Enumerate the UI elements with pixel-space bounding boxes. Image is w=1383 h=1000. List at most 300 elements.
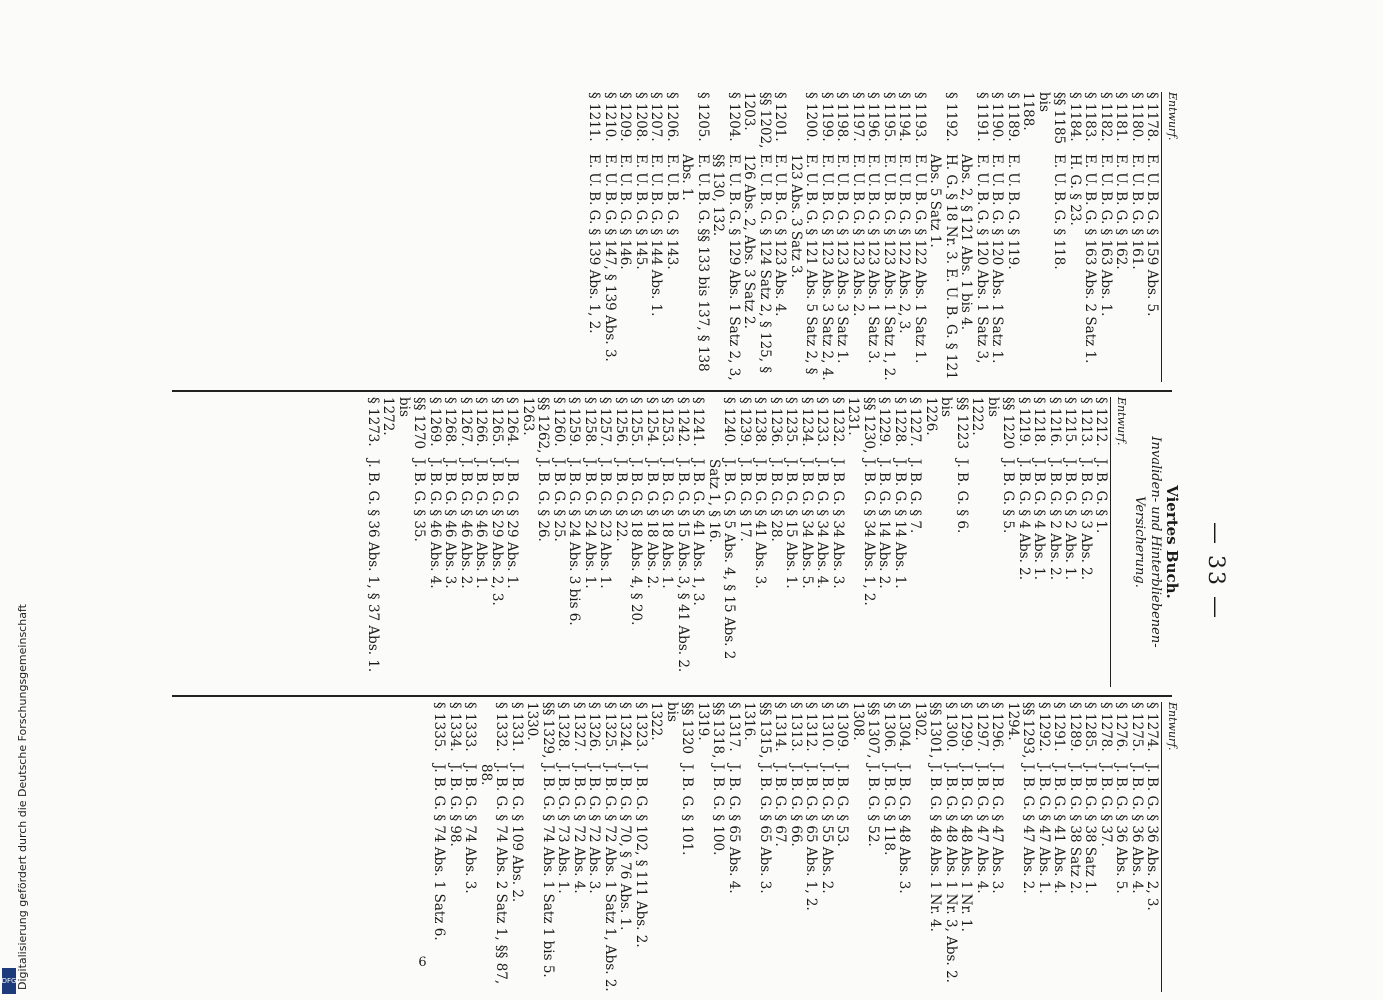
source-reference: J. B. G. § 48 Abs. 1 Nr. 1. <box>958 764 975 932</box>
draft-paragraph: § 1206. <box>664 92 680 142</box>
source-reference: E. U. B. G. § 143. <box>664 154 680 270</box>
draft-paragraph: § 1300. <box>943 702 959 752</box>
concordance-row <box>726 702 742 992</box>
draft-paragraph: § 1285. <box>1082 702 1099 752</box>
page-number: — 33 — <box>1203 522 1228 620</box>
source-reference: E. U. B. G. § 122 Abs. 1 Satz 1. <box>912 154 928 364</box>
concordance-row <box>819 92 835 382</box>
source-reference: E. U. B. G. § 139 Abs. 1, 2. <box>586 154 603 334</box>
concordance-row <box>741 702 772 992</box>
concordance-row <box>865 92 881 382</box>
draft-paragraph: § 1266. <box>473 397 490 447</box>
source-reference: J. B. G. § 72 Abs. 4. <box>571 764 587 894</box>
draft-paragraph: § 1190. <box>989 92 1006 142</box>
source-reference: J. B. G. § 28. <box>768 459 784 542</box>
draft-paragraph: §§ 1202, 1203. <box>741 92 773 149</box>
column-head: Entwurf. <box>1162 92 1181 382</box>
source-reference: J. B. G. § 74 Abs. 1 Satz 1 bis 5. <box>540 764 556 978</box>
source-reference: J. B. G. § 22. <box>613 459 629 542</box>
draft-paragraph: § 1267. <box>458 397 474 447</box>
draft-paragraph: § 1289. <box>1067 702 1083 752</box>
concordance-row <box>648 92 664 382</box>
draft-paragraph: § 1218. <box>1031 397 1048 447</box>
concordance-row <box>850 92 866 382</box>
source-reference: J. B. G. § 101. <box>679 764 696 856</box>
draft-paragraph: § 1238. <box>752 397 769 447</box>
source-reference: J. B. G. § 34 Abs. 5. <box>799 459 815 589</box>
source-reference: E. U. B. G. § 163 Abs. 1. <box>1098 154 1114 317</box>
column-right <box>170 702 1180 992</box>
concordance-row <box>989 92 1005 382</box>
draft-paragraph: § 1242. <box>675 397 691 447</box>
source-reference: J. B. G. § 7. <box>907 459 924 534</box>
draft-paragraph: §§ 1223 bis 1226. <box>923 397 970 450</box>
draft-paragraph: § 1325. <box>602 702 618 752</box>
draft-paragraph: § 1178. <box>1144 92 1161 142</box>
source-reference: J. B. G. § 34 Abs. 4. <box>814 459 831 589</box>
draft-paragraph: § 1297. <box>974 702 990 752</box>
concordance-row <box>737 397 753 687</box>
concordance-row <box>695 702 726 992</box>
source-reference: J. B. G. § 2 Abs. 1. <box>1062 459 1079 581</box>
concordance-row <box>850 702 881 992</box>
source-reference: E. U. B. G. §§ 133 bis 137, § 138 Abs. 1. <box>679 154 711 372</box>
concordance-row <box>907 397 923 687</box>
draft-paragraph: § 1335. <box>431 702 448 752</box>
draft-paragraph: § 1208. <box>633 92 649 142</box>
source-reference: J. B. G. § 65 Abs. 1, 2. <box>803 764 820 911</box>
draft-paragraph: § 1269. <box>427 397 443 447</box>
source-reference: J. B. G. § 73 Abs. 1. <box>555 764 572 894</box>
concordance-row <box>1005 702 1036 992</box>
dfg-logo: DFG <box>2 968 16 994</box>
draft-paragraph: § 1257. <box>597 397 614 447</box>
source-reference: J. B. G. § 109 Abs. 2. <box>509 764 525 903</box>
concordance-row <box>896 702 912 992</box>
draft-paragraph: § 1306. <box>881 702 897 752</box>
source-reference: J. B. G. § 65 Abs. 3. <box>757 764 773 894</box>
concordance-row <box>788 702 804 992</box>
source-reference: J. B. G. § 47 Abs. 4. <box>974 764 990 894</box>
source-reference: J. B. G. § 36 Abs. 2, 3. <box>1144 764 1161 911</box>
source-reference: J. B. G. § 46 Abs. 3. <box>442 459 459 589</box>
concordance-row <box>783 397 799 687</box>
concordance-row <box>989 702 1005 992</box>
draft-paragraph: §§ 1185 bis 1188. <box>1020 92 1068 145</box>
source-reference: J. B. G. § 15 Abs. 3, § 41 Abs. 2. <box>675 459 691 673</box>
concordance-row <box>768 397 784 687</box>
column-divider <box>172 390 1172 392</box>
concordance-row <box>881 92 897 382</box>
draft-paragraph: § 1182. <box>1098 92 1114 142</box>
column-head: Entwurf. <box>1111 397 1130 687</box>
concordance-row <box>834 702 850 992</box>
source-reference: H. G. § 23. <box>1067 154 1083 226</box>
draft-paragraph: § 1192. <box>943 92 959 142</box>
concordance-row <box>752 397 768 687</box>
source-reference: E. U. B. G. § 123 Abs. 1 Satz 1, 2. <box>881 154 897 381</box>
concordance-row <box>1113 702 1129 992</box>
concordance-row <box>830 397 846 687</box>
source-reference: J. B. G. § 2 Abs. 2. <box>1047 459 1063 581</box>
draft-paragraph: § 1268. <box>442 397 459 447</box>
source-reference: E. U. B. G. § 120 Abs. 1 Satz 3, Abs. 2, § 121 Abs. 1 bis 4. <box>958 154 990 364</box>
draft-paragraph: § 1205. <box>695 92 711 142</box>
concordance-row <box>597 397 613 687</box>
concordance-row <box>648 702 695 992</box>
concordance-row <box>473 397 489 687</box>
concordance-row <box>741 92 772 382</box>
draft-paragraph: § 1258. <box>582 397 598 447</box>
source-reference: J. B. G. § 34 Abs. 3. <box>830 459 846 589</box>
concordance-row <box>602 92 618 382</box>
draft-paragraph: §§ 1301, 1302. <box>912 702 944 759</box>
draft-paragraph: § 1310. <box>819 702 835 752</box>
concordance-row <box>1129 702 1145 992</box>
digitization-note: Digitalisierung gefördert durch die Deutsche Forschungsgemeinschaft <box>16 604 29 990</box>
concordance-row <box>447 702 463 992</box>
draft-paragraph: § 1207. <box>648 92 665 142</box>
draft-paragraph: § 1317. <box>726 702 742 752</box>
source-reference: J. B. G. § 3 Abs. 2. <box>1078 459 1094 581</box>
source-reference: E. U. B. G. § 129 Abs. 1 Satz 2, 3, §§ 130, 132. <box>710 154 742 381</box>
concordance-row <box>664 92 680 382</box>
source-reference: H. G. § 18 Nr. 3. E. U. B. G. § 121 Abs. 5 Satz 1. <box>927 154 959 380</box>
draft-paragraph: § 1324. <box>617 702 634 752</box>
draft-paragraph: § 1195. <box>881 92 897 142</box>
concordance-row <box>814 397 830 687</box>
concordance-row <box>1031 397 1047 687</box>
source-reference: J. B. G. § 36 Abs. 4. <box>1129 764 1145 894</box>
source-reference: J. B. G. § 47 Abs. 2. <box>1020 764 1037 894</box>
draft-paragraph: § 1313. <box>788 702 804 752</box>
source-reference: J. B. G. § 46 Abs. 4. <box>427 459 443 589</box>
source-reference: J. B. G. § 18 Abs. 1. <box>659 459 676 589</box>
draft-paragraph: § 1200. <box>803 92 820 142</box>
concordance-row <box>633 92 649 382</box>
draft-paragraph: § 1213. <box>1078 397 1094 447</box>
draft-paragraph: §§ 1318, 1319. <box>695 702 727 759</box>
section-title: Invaliden- und Hinterbliebenen-Versicherung. <box>1132 436 1163 648</box>
draft-paragraph: §§ 1262, 1263. <box>520 397 552 454</box>
source-reference: J. B. G. § 74 Abs. 3. <box>462 764 479 894</box>
draft-paragraph: § 1229. <box>876 397 893 447</box>
concordance-row <box>489 397 505 687</box>
draft-paragraph: § 1210. <box>602 92 618 142</box>
draft-paragraph: § 1180. <box>1129 92 1145 142</box>
source-reference: J. B. G. § 48 Abs. 1 Nr. 4. <box>927 764 944 932</box>
concordance-row <box>675 397 691 687</box>
draft-paragraph: § 1196. <box>865 92 882 142</box>
source-reference: E. U. B. G. § 147, § 139 Abs. 3. <box>602 154 618 362</box>
concordance-row <box>943 702 959 992</box>
draft-paragraph: § 1236. <box>768 397 784 447</box>
concordance-row <box>772 92 788 382</box>
draft-paragraph: § 1312. <box>803 702 820 752</box>
draft-paragraph: §§ 1270 bis 1272. <box>380 397 428 450</box>
draft-paragraph: § 1232. <box>830 397 846 447</box>
source-reference: J. B. G. § 48 Abs. 3. <box>896 764 913 894</box>
draft-paragraph: § 1253. <box>659 397 676 447</box>
concordance-row <box>923 397 970 687</box>
concordance-row <box>1082 92 1098 382</box>
draft-paragraph: §§ 1293, 1294. <box>1005 702 1037 759</box>
source-reference: J. B. G. § 66. <box>788 764 804 847</box>
draft-paragraph: § 1183. <box>1082 92 1099 142</box>
concordance-row <box>1016 397 1032 687</box>
draft-paragraph: §§ 1320 bis 1322. <box>648 702 696 755</box>
draft-paragraph: § 1304. <box>896 702 913 752</box>
source-reference: J. B. G. § 6. <box>954 459 970 534</box>
draft-paragraph: § 1331. <box>509 702 525 752</box>
source-reference: J. B. G. § 18 Abs. 2. <box>644 459 660 589</box>
concordance-row <box>834 92 850 382</box>
concordance-row <box>478 702 509 992</box>
concordance-row <box>912 702 943 992</box>
concordance-row <box>458 397 474 687</box>
source-reference: J. B. G. § 74 Abs. 2 Satz 1, §§ 87, 88. <box>478 764 510 985</box>
source-reference: E. U. B. G. § 144 Abs. 1. <box>648 154 665 317</box>
concordance-row <box>799 397 815 687</box>
concordance-row <box>462 702 478 992</box>
draft-paragraph: § 1332. <box>493 702 510 752</box>
draft-paragraph: § 1181. <box>1113 92 1130 142</box>
source-reference: J. B. G. § 41 Abs. 3. <box>752 459 769 589</box>
source-reference: J. B. G. § 25. <box>551 459 567 542</box>
concordance-row <box>881 702 897 992</box>
draft-paragraph: § 1309. <box>834 702 851 752</box>
concordance-row <box>427 397 443 687</box>
source-reference: J. B. G. § 23 Abs. 1. <box>597 459 614 589</box>
source-reference: J. B. G. § 72 Abs. 3. <box>586 764 603 894</box>
draft-paragraph: § 1240. <box>721 397 738 447</box>
draft-paragraph: § 1212. <box>1093 397 1110 447</box>
draft-paragraph: § 1260. <box>551 397 567 447</box>
concordance-row <box>571 702 587 992</box>
concordance-row <box>602 702 618 992</box>
draft-paragraph: § 1189. <box>1005 92 1021 142</box>
source-reference: E. U. B. G. § 124 Satz 2, § 125, § 126 Abs. 2, Abs. 3 Satz 2. <box>741 154 773 374</box>
source-reference: E. U. B. G. § 162. <box>1113 154 1130 270</box>
source-reference: J. B. G. § 41 Abs. 4. <box>1051 764 1068 894</box>
draft-paragraph: § 1199. <box>819 92 835 142</box>
source-reference: J. B. G. § 36 Abs. 5. <box>1113 764 1130 894</box>
draft-paragraph: § 1191. <box>974 92 990 142</box>
concordance-row <box>1005 92 1021 382</box>
draft-paragraph: § 1216. <box>1047 397 1063 447</box>
source-reference: J. B. G. § 29 Abs. 1. <box>504 459 521 589</box>
concordance-row <box>1020 92 1067 382</box>
concordance-row <box>582 397 598 687</box>
source-reference: J. B. G. § 98. <box>447 764 463 847</box>
concordance-row <box>1082 702 1098 992</box>
draft-paragraph: § 1256. <box>613 397 629 447</box>
concordance-row <box>1098 702 1114 992</box>
source-reference: E. U. B. G. § 145. <box>633 154 649 270</box>
draft-paragraph: § 1265. <box>489 397 505 447</box>
draft-paragraph: § 1291. <box>1051 702 1068 752</box>
draft-paragraph: § 1255. <box>628 397 645 447</box>
draft-paragraph: § 1194. <box>896 92 913 142</box>
draft-paragraph: § 1323. <box>633 702 649 752</box>
source-reference: E. U. B. G. § 121 Abs. 5 Satz 2, § 123 Abs. 3 Satz 3. <box>788 154 820 375</box>
concordance-row <box>659 397 675 687</box>
source-reference: J. B. G. § 102, § 111 Abs. 2. <box>633 764 649 948</box>
concordance-row <box>555 702 571 992</box>
concordance-row <box>1078 397 1094 687</box>
source-reference: J. B. G. § 29 Abs. 2, 3. <box>489 459 505 606</box>
concordance-row <box>365 397 381 687</box>
concordance-row <box>1144 92 1160 382</box>
source-reference: J. B. G. § 46 Abs. 2. <box>458 459 474 589</box>
source-reference: E. U. B. G. § 118. <box>1051 154 1068 270</box>
draft-paragraph: § 1276. <box>1113 702 1130 752</box>
draft-paragraph: § 1235. <box>783 397 800 447</box>
draft-paragraph: § 1219. <box>1016 397 1032 447</box>
source-reference: E. U. B. G. § 146. <box>617 154 634 270</box>
concordance-row <box>706 397 737 687</box>
concordance-row <box>927 92 958 382</box>
source-reference: J. B. G. § 47 Abs. 1. <box>1036 764 1052 894</box>
draft-paragraph: § 1215. <box>1062 397 1079 447</box>
concordance-row <box>586 92 602 382</box>
source-reference: E. U. B. G. § 123 Abs. 4. <box>772 154 789 317</box>
source-reference: J. B. G. § 55 Abs. 2. <box>819 764 835 894</box>
signature-mark: 9 <box>418 952 427 968</box>
concordance-row <box>442 397 458 687</box>
concordance-row <box>524 702 555 992</box>
draft-paragraph: § 1328. <box>555 702 572 752</box>
source-reference: J. B. G. § 18 Abs. 4, § 20. <box>628 459 645 626</box>
source-reference: J. B. G. § 36 Abs. 1, § 37 Abs. 1. <box>365 459 381 673</box>
draft-paragraph: §§ 1329, 1330. <box>524 702 556 759</box>
source-reference: J. B. G. § 4 Abs. 1. <box>1031 459 1048 581</box>
draft-paragraph: § 1201. <box>772 92 789 142</box>
draft-paragraph: § 1273. <box>365 397 381 447</box>
column-middle <box>170 397 1180 687</box>
draft-paragraph: § 1259. <box>566 397 583 447</box>
concordance-row <box>1129 92 1145 382</box>
concordance-row <box>613 397 629 687</box>
source-reference: J. B. G. § 41 Abs. 1, 3. <box>690 459 707 606</box>
draft-paragraph: § 1275. <box>1129 702 1145 752</box>
draft-paragraph: § 1234. <box>799 397 815 447</box>
concordance-row <box>1036 702 1052 992</box>
concordance-row <box>644 397 660 687</box>
source-reference: J. B. G. § 47 Abs. 3. <box>989 764 1006 894</box>
source-reference: E. U. B. G. § 161. <box>1129 154 1145 270</box>
concordance-row <box>504 397 520 687</box>
draft-paragraph: § 1184. <box>1067 92 1083 142</box>
draft-paragraph: § 1227. <box>907 397 924 447</box>
book-title: Viertes Buch. <box>1163 485 1181 599</box>
concordance-row <box>628 397 644 687</box>
concordance-row <box>551 397 567 687</box>
source-reference: J. B. G. § 35. <box>411 459 428 542</box>
source-reference: E. U. B. G. § 163 Abs. 2 Satz 1. <box>1082 154 1099 364</box>
concordance-row <box>586 702 602 992</box>
concordance-row <box>633 702 649 992</box>
source-reference: J. B. G. § 74 Abs. 1 Satz 6. <box>431 764 448 941</box>
source-reference: J. B. G. § 118. <box>881 764 897 856</box>
draft-paragraph: § 1233. <box>814 397 831 447</box>
concordance-row <box>1047 397 1063 687</box>
draft-paragraph: § 1193. <box>912 92 928 142</box>
concordance-row <box>431 702 447 992</box>
column-left <box>170 92 1180 382</box>
draft-paragraph: § 1314. <box>772 702 789 752</box>
source-reference: J. B. G. § 24 Abs. 3 bis 6. <box>566 459 583 626</box>
concordance-row <box>1144 702 1160 992</box>
concordance-row <box>1062 397 1078 687</box>
draft-paragraph: § 1292. <box>1036 702 1052 752</box>
source-reference: E. U. B. G. § 122 Abs. 2, 3. <box>896 154 913 334</box>
concordance-row <box>710 92 741 382</box>
concordance-row <box>819 702 835 992</box>
source-reference: J. B. G. § 70, § 76 Abs. 1. <box>617 764 634 931</box>
source-reference: J. B. G. § 15 Abs. 1. <box>783 459 800 589</box>
source-reference: E. U. B. G. § 123 Abs. 2. <box>850 154 866 317</box>
source-reference: J. B. G. § 14 Abs. 1. <box>892 459 908 589</box>
source-reference: J. B. G. § 4 Abs. 2. <box>1016 459 1032 581</box>
draft-paragraph: §§ 1315, 1316. <box>741 702 773 759</box>
concordance-row <box>566 397 582 687</box>
concordance-row <box>380 397 427 687</box>
concordance-row <box>679 92 710 382</box>
source-reference: J. B. G. § 67. <box>772 764 789 847</box>
source-reference: J. B. G. § 5. <box>1000 459 1017 534</box>
concordance-row <box>958 92 989 382</box>
source-reference: J. B. G. § 52. <box>865 764 882 847</box>
column-divider <box>172 695 1172 697</box>
concordance-row <box>1067 702 1083 992</box>
source-reference: E. U. B. G. § 123 Abs. 3 Satz 1. <box>834 154 851 364</box>
source-reference: J. B. G. § 14 Abs. 2. <box>876 459 893 589</box>
draft-paragraph: § 1241. <box>690 397 707 447</box>
concordance-row <box>803 702 819 992</box>
concordance-row <box>1051 702 1067 992</box>
source-reference: J. B. G. § 5 Abs. 4, § 15 Abs. 2 Satz 1, § 16. <box>706 459 738 660</box>
source-reference: J. B. G. § 65 Abs. 4. <box>726 764 742 894</box>
concordance-row <box>772 702 788 992</box>
concordance-row <box>845 397 876 687</box>
page-header <box>1190 92 1230 992</box>
concordance-row <box>958 702 974 992</box>
concordance-row <box>617 702 633 992</box>
concordance-row <box>1113 92 1129 382</box>
draft-paragraph: § 1334. <box>447 702 463 752</box>
draft-paragraph: § 1327. <box>571 702 587 752</box>
source-reference: E. U. B. G. § 120 Abs. 1 Satz 1. <box>989 154 1006 364</box>
source-reference: J. B. G. § 38 Satz 1. <box>1082 764 1099 894</box>
source-reference: J. B. G. § 26. <box>535 459 552 542</box>
concordance-row <box>690 397 706 687</box>
draft-paragraph: § 1204. <box>726 92 742 142</box>
draft-paragraph: §§ 1307, 1308. <box>850 702 882 759</box>
draft-paragraph: § 1326. <box>586 702 603 752</box>
column-head: Entwurf. <box>1162 702 1181 992</box>
draft-paragraph: § 1333. <box>462 702 479 752</box>
draft-paragraph: § 1274. <box>1144 702 1161 752</box>
concordance-row <box>509 702 525 992</box>
draft-paragraph: § 1211. <box>586 92 603 142</box>
concordance-row <box>617 92 633 382</box>
draft-paragraph: §§ 1230, 1231. <box>845 397 877 454</box>
source-reference: J. B. G. § 1. <box>1093 459 1110 534</box>
draft-paragraph: § 1239. <box>737 397 753 447</box>
concordance-row <box>876 397 892 687</box>
concordance-row <box>974 702 990 992</box>
